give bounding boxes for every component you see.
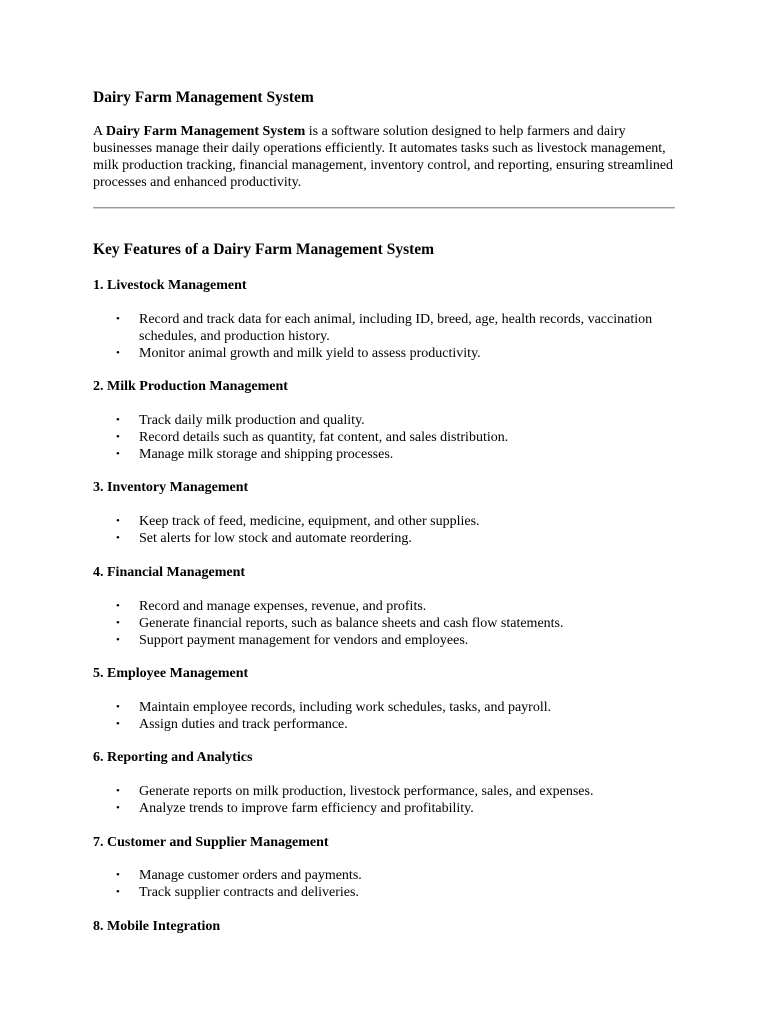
list-item bbox=[93, 783, 676, 800]
list-item-text: Maintain employee records, including work schedules, tasks, and payroll. bbox=[139, 700, 552, 715]
list-item-text: Record and track data for each animal, including ID, breed, age, health records, vaccination schedules, and production history. bbox=[139, 312, 653, 344]
bullet-icon: • bbox=[116, 347, 120, 359]
list-item-text: Support payment management for vendors and employees. bbox=[139, 633, 469, 648]
bullet-icon: • bbox=[116, 431, 120, 443]
list-item bbox=[93, 867, 676, 884]
list-item bbox=[93, 429, 676, 446]
section-heading-employee: 5. Employee Management bbox=[93, 666, 249, 681]
bullet-icon: • bbox=[116, 785, 120, 797]
section-heading-customer-supplier: 7. Customer and Supplier Management bbox=[93, 835, 329, 850]
list-item bbox=[93, 632, 676, 649]
section-heading-mobile: 8. Mobile Integration bbox=[93, 919, 221, 934]
section-heading-financial: 4. Financial Management bbox=[93, 565, 246, 580]
bullet-icon: • bbox=[116, 869, 120, 881]
intro-bold-term: Dairy Farm Management System bbox=[105, 124, 306, 139]
bullet-icon: • bbox=[116, 532, 120, 544]
intro-paragraph bbox=[93, 123, 676, 191]
list-item bbox=[93, 530, 676, 547]
list-item bbox=[93, 800, 676, 817]
list-item-text: Track daily milk production and quality. bbox=[139, 413, 365, 428]
section-heading-milk-production: 2. Milk Production Management bbox=[93, 379, 288, 394]
list-item bbox=[93, 311, 676, 345]
list-item-text: Generate reports on milk production, livestock performance, sales, and expenses. bbox=[139, 784, 594, 799]
bullet-icon: • bbox=[116, 886, 120, 898]
horizontal-rule bbox=[93, 207, 675, 209]
list-item bbox=[93, 513, 676, 530]
section-heading-inventory: 3. Inventory Management bbox=[93, 480, 249, 495]
bullet-icon: • bbox=[116, 515, 120, 527]
list-item-text: Generate financial reports, such as balance sheets and cash flow statements. bbox=[139, 616, 564, 631]
list-item-text: Assign duties and track performance. bbox=[139, 717, 348, 732]
bullet-icon: • bbox=[116, 634, 120, 646]
bullet-icon: • bbox=[116, 701, 120, 713]
list-item bbox=[93, 716, 676, 733]
list-item-text: Track supplier contracts and deliveries. bbox=[139, 885, 359, 900]
bullet-list-milk-production bbox=[93, 412, 676, 463]
bullet-icon: • bbox=[116, 600, 120, 612]
bullet-icon: • bbox=[116, 617, 120, 629]
list-item bbox=[93, 598, 676, 615]
bullet-list-reporting bbox=[93, 783, 676, 817]
section-heading-reporting: 6. Reporting and Analytics bbox=[93, 750, 253, 765]
list-item bbox=[93, 884, 676, 901]
bullet-list-financial bbox=[93, 598, 676, 649]
bullet-list-inventory bbox=[93, 513, 676, 547]
document-title: Dairy Farm Management System bbox=[93, 89, 314, 106]
bullet-icon: • bbox=[116, 802, 120, 814]
intro-rest: is a software solution designed to help farmers and dairy businesses manage their daily operations efficiently. It automates tasks such as livestock management, milk production tracking, financial management, inventory control, and reporting, ensuring streamlined processes and enhanced productivity. bbox=[93, 124, 674, 190]
list-item-text: Manage milk storage and shipping processes. bbox=[139, 447, 394, 462]
list-item-text: Record and manage expenses, revenue, and profits. bbox=[139, 599, 427, 614]
list-item bbox=[93, 446, 676, 463]
bullet-icon: • bbox=[116, 313, 120, 325]
bullet-list-livestock bbox=[93, 311, 676, 362]
bullet-list-customer-supplier bbox=[93, 867, 676, 901]
bullet-icon: • bbox=[116, 414, 120, 426]
section-heading-livestock: 1. Livestock Management bbox=[93, 278, 247, 293]
bullet-icon: • bbox=[116, 718, 120, 730]
list-item-text: Manage customer orders and payments. bbox=[139, 868, 362, 883]
list-item-text: Analyze trends to improve farm efficiency and profitability. bbox=[139, 801, 474, 816]
features-heading: Key Features of a Dairy Farm Management System bbox=[93, 241, 435, 258]
intro-prefix: A bbox=[93, 124, 106, 139]
list-item bbox=[93, 699, 676, 716]
list-item-text: Keep track of feed, medicine, equipment, and other supplies. bbox=[139, 514, 480, 529]
list-item bbox=[93, 345, 676, 362]
bullet-icon: • bbox=[116, 448, 120, 460]
list-item-text: Set alerts for low stock and automate reordering. bbox=[139, 531, 412, 546]
list-item-text: Record details such as quantity, fat content, and sales distribution. bbox=[139, 430, 509, 445]
bullet-list-employee bbox=[93, 699, 676, 733]
list-item bbox=[93, 615, 676, 632]
list-item bbox=[93, 412, 676, 429]
list-item-text: Monitor animal growth and milk yield to assess productivity. bbox=[139, 346, 481, 361]
